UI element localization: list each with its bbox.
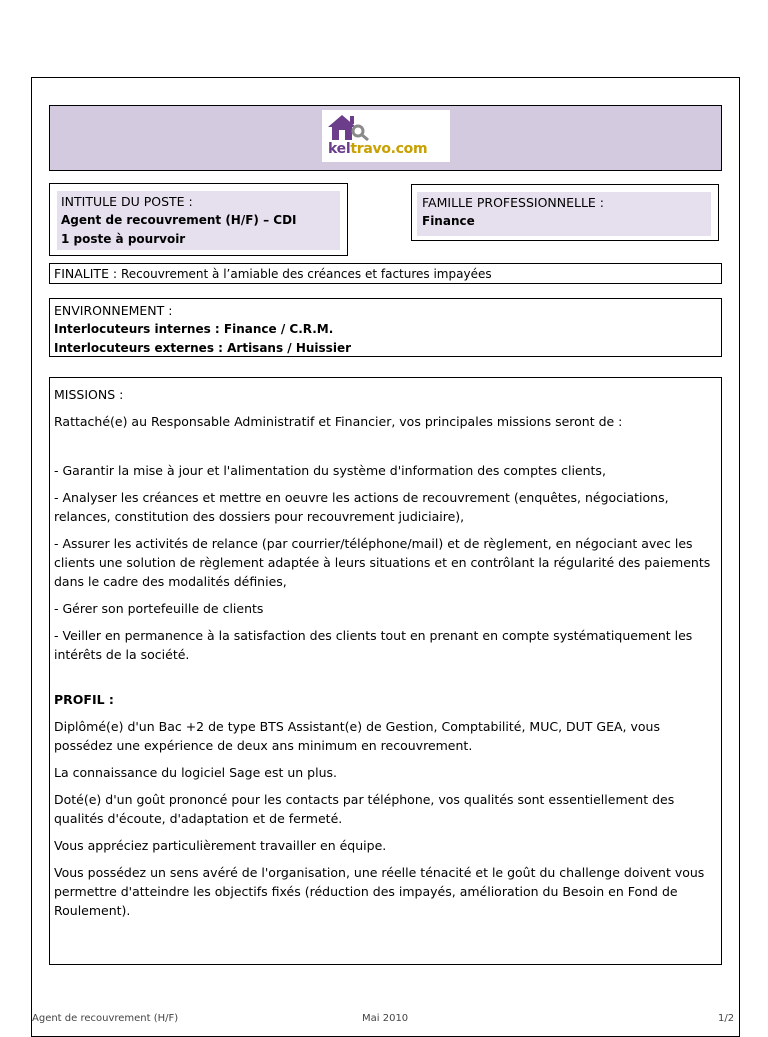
- logo-com: .com: [390, 141, 428, 157]
- finalite-label: FINALITE :: [54, 266, 118, 281]
- mission-item: - Veiller en permanence à la satisfaction des clients tout en prenant en compte systématiquement les intérêts de la société.: [54, 628, 693, 662]
- intitule-box: [49, 183, 348, 256]
- famille-label: FAMILLE PROFESSIONNELLE :: [422, 195, 605, 210]
- logo-travo: travo: [350, 141, 391, 157]
- intitule-label: INTITULE DU POSTE :: [61, 194, 193, 209]
- famille-value: Finance: [422, 214, 475, 228]
- footer-left: Agent de recouvrement (H/F): [32, 1013, 179, 1024]
- missions-intro: Rattaché(e) au Responsable Administratif et Financier, vos principales missions seront de :: [54, 414, 623, 429]
- positions-count: 1 poste à pourvoir: [61, 232, 186, 246]
- mission-item: - Garantir la mise à jour et l'alimentation du système d'information des comptes clients,: [54, 463, 606, 478]
- missions-box: [49, 377, 722, 965]
- external-contacts: Interlocuteurs externes : Artisans / Huissier: [54, 341, 351, 355]
- missions-heading: MISSIONS :: [54, 387, 124, 402]
- job-title: Agent de recouvrement (H/F) – CDI: [61, 213, 297, 227]
- profil-paragraph: La connaissance du logiciel Sage est un plus.: [54, 765, 337, 780]
- famille-box: [411, 184, 719, 241]
- profil-paragraph: Diplômé(e) d'un Bac +2 de type BTS Assistant(e) de Gestion, Comptabilité, MUC, DUT GEA, vous possédez une expérience de deux ans minimum en recouvrement.: [54, 719, 660, 753]
- environnement-box: [49, 298, 722, 357]
- mission-item: - Assurer les activités de relance (par courrier/téléphone/mail) et de règlement, en négociant avec les clients une solution de règlement adaptée à leurs situations et en contrôlant la régularité des paiements dans le cadre des modalités définies,: [54, 536, 711, 589]
- internal-contacts: Interlocuteurs internes : Finance / C.R.M.: [54, 322, 334, 336]
- finalite-value: Recouvrement à l’amiable des créances et factures impayées: [117, 267, 492, 281]
- profil-paragraph: Doté(e) d'un goût prononcé pour les contacts par téléphone, vos qualités sont essentiellement des qualités d'écoute, d'adaptation et de fermeté.: [54, 792, 675, 826]
- footer-page-number: 1/2: [718, 1013, 735, 1024]
- profil-paragraph: Vous possédez un sens avéré de l'organisation, une réelle ténacité et le goût du challenge doivent vous permettre d'atteindre les objectifs fixés (réduction des impayés, amélioration du Besoin en Fond de Roulement).: [54, 865, 705, 918]
- company-logo: [322, 110, 450, 162]
- logo-text: [328, 141, 427, 157]
- profil-heading: PROFIL :: [54, 692, 114, 707]
- profil-paragraph: Vous appréciez particulièrement travailler en équipe.: [54, 838, 387, 853]
- mission-item: - Gérer son portefeuille de clients: [54, 601, 264, 616]
- mission-item: - Analyser les créances et mettre en oeuvre les actions de recouvrement (enquêtes, négociations, relances, constitution des dossiers pour recouvrement judiciaire),: [54, 490, 669, 524]
- finalite-box: [49, 263, 722, 284]
- environnement-label: ENVIRONNEMENT :: [54, 303, 173, 318]
- house-icon: [324, 113, 370, 141]
- footer-center: Mai 2010: [362, 1013, 409, 1024]
- logo-kel: kel: [328, 141, 351, 157]
